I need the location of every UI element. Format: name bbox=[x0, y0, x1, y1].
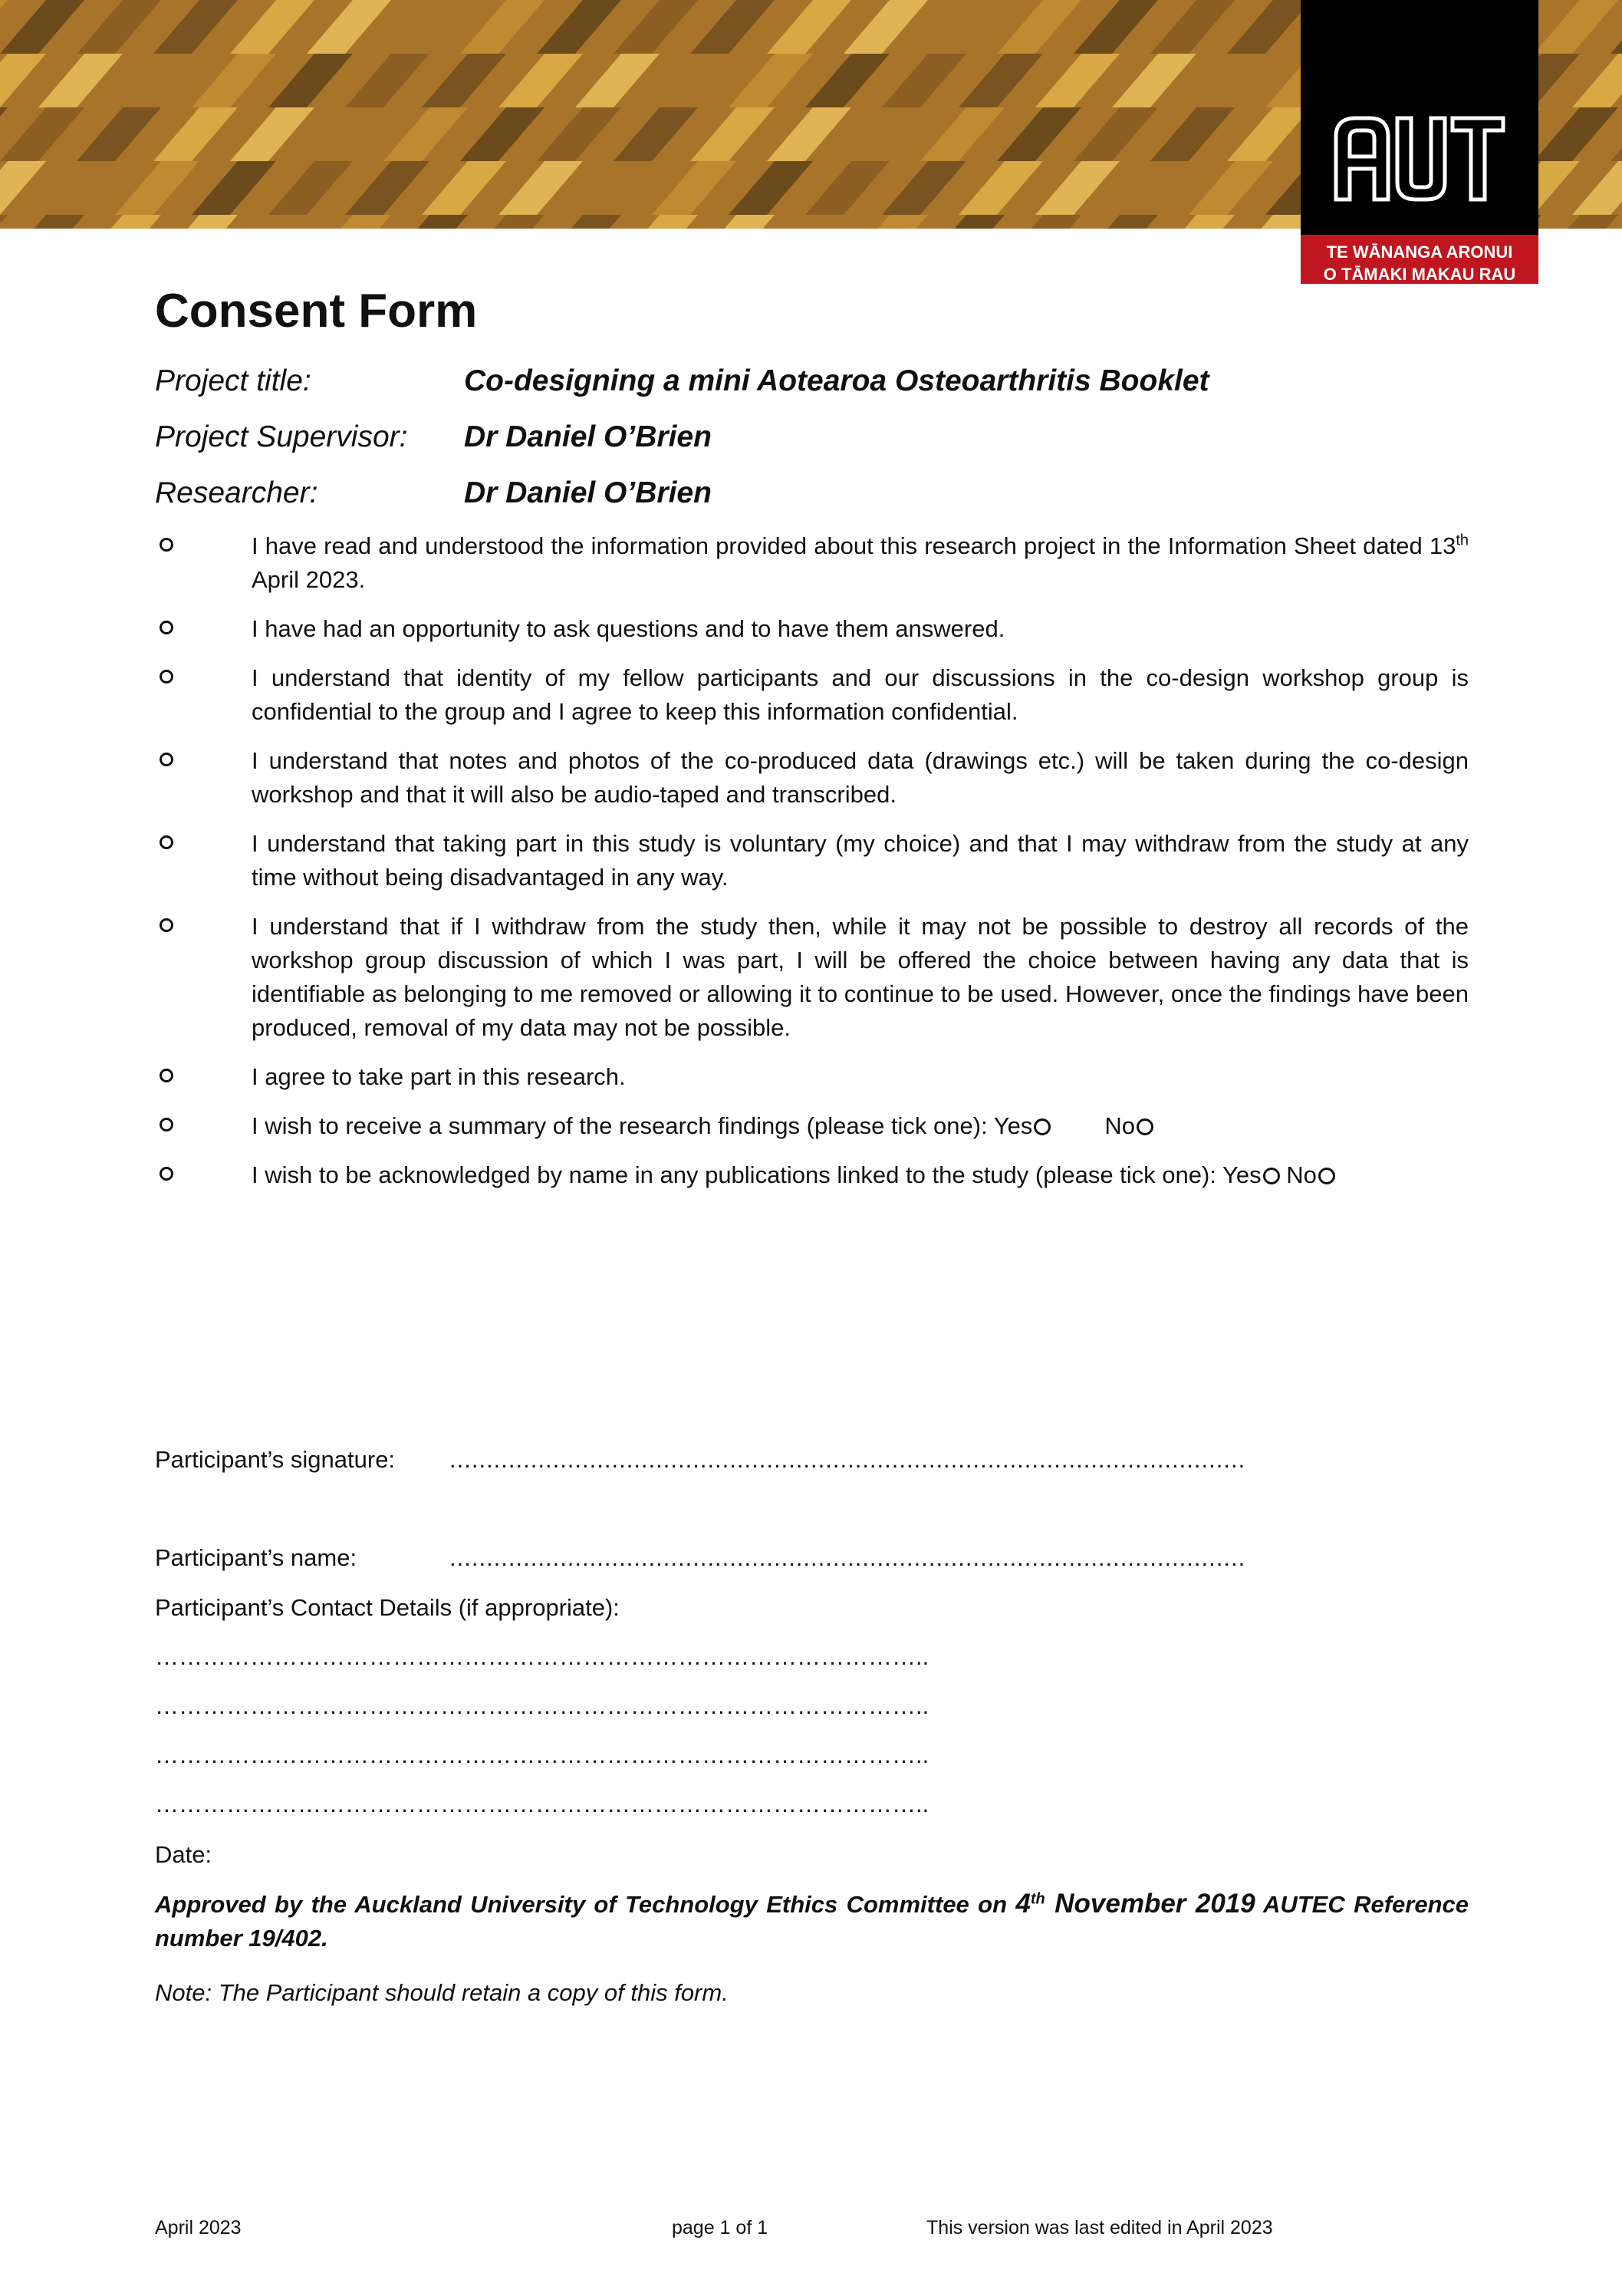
acknowledge-yes-radio[interactable] bbox=[1263, 1168, 1280, 1184]
researcher-label: Researcher: bbox=[155, 476, 318, 509]
contact-field-4[interactable]: …………………………………………………………………………………….. bbox=[155, 1790, 929, 1817]
project-title-value: Co-designing a mini Aotearoa Osteoarthritis Booklet bbox=[464, 364, 1209, 397]
supervisor-label: Project Supervisor: bbox=[155, 420, 408, 453]
researcher-value: Dr Daniel O’Brien bbox=[464, 476, 712, 509]
checkbox-circle[interactable] bbox=[160, 1069, 173, 1082]
checkbox-circle[interactable] bbox=[160, 1167, 173, 1181]
consent-items bbox=[155, 529, 1469, 1207]
logo-tagline-line-2: O TĀMAKI MAKAU RAU bbox=[1323, 265, 1516, 284]
consent-item: I understand that notes and photos of the co-produced data (drawings etc.) will be taken during the co-design workshop and that it will also be audio-taped and transcribed. bbox=[155, 744, 1469, 812]
consent-item: I wish to be acknowledged by name in any publications linked to the study (please tick one): Yes No bbox=[155, 1158, 1469, 1192]
checkbox-circle[interactable] bbox=[160, 670, 173, 684]
aut-logo bbox=[1301, 0, 1538, 284]
checkbox-circle[interactable] bbox=[160, 918, 173, 932]
name-label: Participant’s name: bbox=[155, 1544, 357, 1571]
date-label: Date: bbox=[155, 1841, 212, 1868]
approval-statement: Approved by the Auckland University of Technology Ethics Committee on 4th November 2019 AUTEC Reference number 19/402. bbox=[155, 1889, 1469, 1952]
checkbox-circle[interactable] bbox=[160, 753, 173, 766]
consent-item: I have had an opportunity to ask questions and to have them answered. bbox=[155, 612, 1469, 646]
page-title: Consent Form bbox=[155, 285, 478, 338]
project-title-label: Project title: bbox=[155, 364, 311, 397]
summary-no-radio[interactable] bbox=[1137, 1118, 1153, 1135]
consent-item: I have read and understood the information provided about this research project in the Information Sheet dated 13th April 2023. bbox=[155, 529, 1469, 597]
consent-item: I understand that identity of my fellow participants and our discussions in the co-design workshop group is confidential to the group and I agree to keep this information confidential. bbox=[155, 661, 1469, 729]
footer-version: This version was last edited in April 2023 bbox=[926, 2217, 1273, 2238]
contact-field-1[interactable]: …………………………………………………………………………………….. bbox=[155, 1643, 929, 1670]
signature-field[interactable]: ............................................................................................................ bbox=[449, 1446, 1246, 1473]
consent-item: I understand that taking part in this study is voluntary (my choice) and that I may withdraw from the study at any time without being disadvantaged in any way. bbox=[155, 827, 1469, 894]
contact-label: Participant’s Contact Details (if appropriate): bbox=[155, 1594, 620, 1621]
checkbox-circle[interactable] bbox=[160, 538, 173, 552]
signature-row bbox=[155, 1446, 1245, 1474]
consent-item: I wish to receive a summary of the research findings (please tick one): Yes No bbox=[155, 1109, 1469, 1143]
footer-page-number: page 1 of 1 bbox=[672, 2217, 768, 2238]
footer-date: April 2023 bbox=[155, 2217, 242, 2238]
logo-tagline-line-1: TE WĀNANGA ARONUI bbox=[1326, 242, 1513, 262]
logo-tagline bbox=[1301, 235, 1538, 284]
checkbox-circle[interactable] bbox=[160, 621, 173, 634]
contact-field-2[interactable]: …………………………………………………………………………………….. bbox=[155, 1692, 929, 1719]
name-field[interactable]: ............................................................................................................ bbox=[449, 1544, 1246, 1571]
acknowledge-no-radio[interactable] bbox=[1318, 1168, 1335, 1184]
aut-logo-mark bbox=[1331, 114, 1508, 204]
retain-copy-note: Note: The Participant should retain a copy of this form. bbox=[155, 1979, 729, 2006]
contact-field-3[interactable]: …………………………………………………………………………………….. bbox=[155, 1741, 929, 1768]
supervisor-value: Dr Daniel O’Brien bbox=[464, 420, 712, 453]
summary-yes-radio[interactable] bbox=[1034, 1118, 1051, 1135]
name-row bbox=[155, 1544, 1245, 1572]
checkbox-circle[interactable] bbox=[160, 1118, 173, 1132]
checkbox-circle[interactable] bbox=[160, 835, 173, 849]
signature-label: Participant’s signature: bbox=[155, 1446, 396, 1473]
consent-item: I agree to take part in this research. bbox=[155, 1060, 1469, 1094]
consent-item: I understand that if I withdraw from the study then, while it may not be possible to destroy all records of the workshop group discussion of which I was part, I will be offered the choice between having any data that is identifiable as belonging to me removed or allowing it to continue to be used. However, once the findings have been produced, removal of my data may not be possible. bbox=[155, 910, 1469, 1045]
